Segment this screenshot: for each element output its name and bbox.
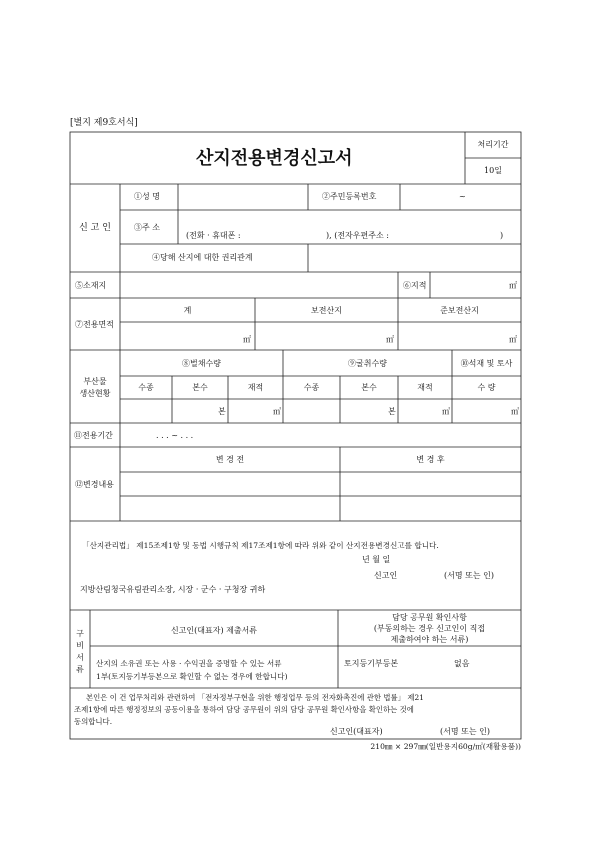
change-label: ⑫변경내용 [75, 480, 114, 489]
processing-period-label: 처리기간 [477, 140, 509, 149]
declaration-sign-note: (서명 또는 인) [444, 571, 494, 580]
soil-volume-header: 재적 [417, 383, 433, 392]
logging-volume-header: 재적 [247, 383, 264, 392]
resident-id-label: ②주민등록번호 [322, 192, 377, 201]
declaration-date: 년 월 일 [362, 555, 391, 564]
email-label: ), (전자우편주소 : [326, 231, 389, 240]
confirm-header-line1: 담당 공무원 확인사항 [392, 613, 467, 622]
soil-count-unit: 본 [388, 407, 396, 416]
land-area-label: ⑥지적 [403, 281, 427, 290]
location-field[interactable] [124, 276, 394, 294]
email-close-paren: ) [500, 231, 504, 240]
conversion-total-unit: ㎡ [243, 335, 251, 344]
logging-volume-unit: ㎥ [273, 407, 281, 416]
period-value[interactable]: . . . ~ . . . [156, 431, 194, 440]
confirm-header-line2: (부동의하는 경우 신고인이 직접 [373, 624, 486, 633]
fee-label: 없음 [454, 659, 470, 668]
logging-count-header: 본수 [192, 383, 208, 392]
consent-line3: 동의합니다. [74, 717, 113, 726]
stone-quantity-header: 수 량 [477, 383, 496, 392]
submit-item-line2: 1부(토지등기부등본으로 확인할 수 없는 경우에 한합니다) [96, 672, 288, 681]
documents-side-label-4: 류 [76, 665, 84, 674]
submit-documents-header: 신고인(대표자) 제출서류 [170, 626, 258, 635]
documents-side-label-3: 서 [76, 653, 84, 662]
land-area-unit: ㎡ [509, 281, 517, 290]
stone-quantity-unit: ㎥ [511, 407, 519, 416]
phone-label: (전화 · 휴대폰 : [186, 231, 241, 240]
confirm-item: 토지등기부등본 [344, 659, 399, 668]
logging-count-unit: 본 [218, 407, 226, 416]
rights-label: ④당해 산지에 대한 권리관계 [152, 253, 253, 262]
consent-line1: 본인은 이 건 업무처리와 관련하여 「전자정부구현을 위한 행정업무 등의 전자화촉진에 관한 법률」 제21 [86, 693, 424, 702]
submit-item-line1: 산지의 소유권 또는 사용 · 수익권을 증명할 수 있는 서류 [96, 659, 282, 668]
change-after-header: 변 경 후 [416, 455, 445, 464]
location-label: ⑤소재지 [75, 281, 107, 290]
page-title: 산지전용변경신고서 [196, 148, 353, 169]
logging-species-header: 수종 [138, 383, 154, 392]
form-number: [별지 제9호서식] [70, 118, 138, 128]
resident-id-field[interactable] [404, 189, 519, 207]
name-field[interactable] [182, 189, 306, 207]
consent-line2: 조제1항에 따른 행정정보의 공동이용을 통하여 담당 공무원이 위의 담당 공무원 확인사항을 확인하는 것에 [74, 705, 414, 714]
soil-species-header: 수종 [303, 383, 320, 392]
conversion-total-header: 계 [183, 306, 192, 315]
byproduct-label-line2: 생산현황 [79, 389, 111, 398]
documents-side-label-2: 비 [76, 641, 84, 650]
logging-header: ⑧벌채수량 [182, 359, 221, 368]
declaration-signer: 신고인 [374, 571, 398, 580]
conversion-protected-header: 보전산지 [311, 306, 342, 315]
soil-count-header: 본수 [361, 383, 377, 392]
stone-header: ⑩석재 및 토사 [460, 359, 513, 368]
applicant-section-label: 신 고 인 [79, 223, 111, 233]
documents-side-label-1: 구 [76, 629, 84, 638]
period-label: ⑪전용기간 [74, 431, 113, 440]
name-label: ①성 명 [134, 192, 160, 201]
consent-sign-note: (서명 또는 인) [440, 727, 490, 736]
rights-field[interactable] [312, 248, 518, 268]
confirm-header-line3: 제출하여야 하는 서류) [390, 635, 469, 644]
soil-volume-unit: ㎥ [442, 407, 450, 416]
conversion-area-label: ⑦전용면적 [75, 320, 114, 329]
consent-signer: 신고인(대표자) [330, 727, 383, 736]
byproduct-label-line1: 부산물 [83, 377, 107, 386]
conversion-semi-unit: ㎡ [509, 335, 517, 344]
declaration-statement: 「산지관리법」 제15조제1항 및 동법 시행규칙 제17조제1항에 따라 위와 같이 산지전용변경신고를 합니다. [82, 541, 439, 550]
paper-spec-footer: 210㎜ × 297㎜(일반용지60g/㎡(재활용품)) [370, 742, 521, 751]
conversion-protected-unit: ㎡ [386, 335, 394, 344]
change-before-header: 변 경 전 [215, 455, 245, 464]
conversion-semi-header: 준보전산지 [440, 306, 479, 315]
processing-period-value: 10일 [484, 166, 502, 175]
declaration-recipient: 지방산림청국유림관리소장, 시장 · 군수 · 구청장 귀하 [80, 585, 266, 594]
address-label: ③주 소 [134, 223, 160, 232]
resident-id-separator: ~ [459, 192, 466, 201]
soil-header: ⑨굴취수량 [348, 359, 387, 368]
